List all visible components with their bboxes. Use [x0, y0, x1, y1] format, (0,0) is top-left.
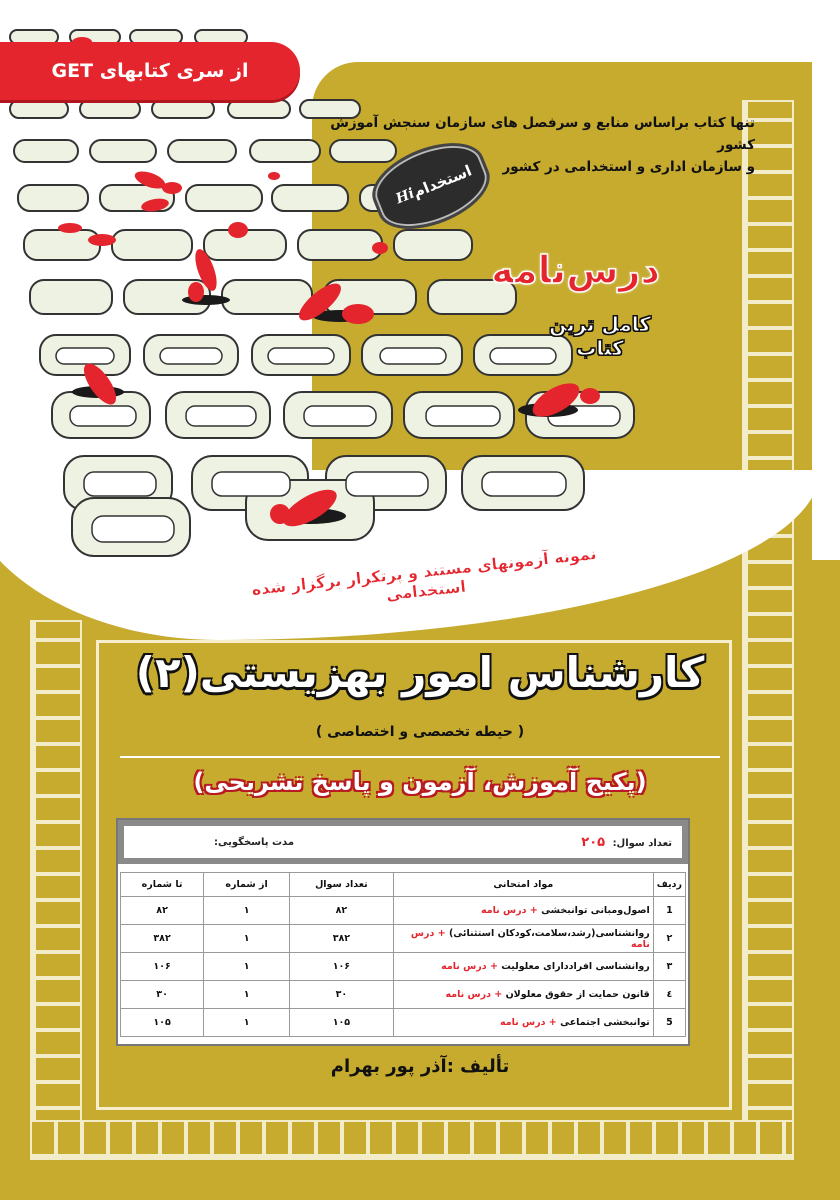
subject-plus: + درس نامه — [499, 1017, 557, 1028]
row-from: ۱ — [204, 953, 290, 981]
table-header-row — [121, 873, 686, 897]
table-row — [121, 897, 686, 925]
divider — [120, 756, 720, 758]
row-count: ۱۰۵ — [290, 1009, 394, 1037]
row-subject — [393, 925, 653, 953]
row-to: ۱۰۶ — [121, 953, 204, 981]
subject-text: توانبخشی اجتماعی — [560, 1017, 650, 1028]
table-row — [121, 925, 686, 953]
row-to: ۳۰ — [121, 981, 204, 1009]
subjects-table — [120, 872, 686, 1037]
table-row — [121, 953, 686, 981]
header-count: تعداد سوال — [290, 873, 394, 897]
ornament-border-right — [742, 100, 794, 1160]
row-subject — [393, 953, 653, 981]
table-row — [121, 981, 686, 1009]
row-from: ۱ — [204, 925, 290, 953]
row-count: ۱۰۶ — [290, 953, 394, 981]
row-count: ۸۲ — [290, 897, 394, 925]
table-row — [121, 1009, 686, 1037]
book-title: کارشناس امور بهزیستی(۲) — [135, 648, 705, 697]
row-to: ۳۸۲ — [121, 925, 204, 953]
subject-plus: + درس نامه — [441, 961, 498, 972]
row-subject — [393, 897, 653, 925]
row-to: ۱۰۵ — [121, 1009, 204, 1037]
package-caption: (پکیج آموزش، آزمون و پاسخ تشریحی) — [193, 768, 647, 796]
subject-plus: + درس نامه — [445, 989, 503, 1000]
exam-sample-caption: نمونه آزمونهای مستند و پرتکرار برگزار شده استخدامی — [250, 543, 598, 605]
info-header — [118, 820, 688, 864]
subject-text: روانشناسی(رشد،سلامت،کودکان استثنائی) — [448, 927, 650, 939]
ornament-border-bottom — [30, 1120, 794, 1160]
header-from: از شماره — [204, 873, 290, 897]
question-count — [581, 835, 672, 850]
ornament-border-left — [30, 620, 82, 1160]
row-subject — [393, 981, 653, 1009]
description-line-1: تنها کتاب براساس منابع و سرفصل های سازمان سنجش آموزش کشور — [330, 115, 755, 153]
stamp-hi: Hi — [393, 185, 417, 208]
row-number: ٤ — [653, 981, 685, 1009]
stamp-text: استخدام — [410, 161, 475, 202]
header-to: تا شماره — [121, 873, 204, 897]
exam-info-table — [116, 818, 690, 1046]
subject-text: اصول‌ومبانی توانبخشی — [541, 905, 650, 916]
subject-plus: + درس نامه — [410, 927, 650, 950]
duration-label: مدت پاسخگویی: — [214, 836, 295, 848]
question-count-value: ۲۰۵ — [581, 834, 606, 850]
subject-text: قانون حمایت از حقوق معلولان — [505, 989, 650, 1000]
row-number: ۲ — [653, 925, 685, 953]
header-subject: مواد امتحانی — [393, 873, 653, 897]
brand-subtitle: کامل ترین کتاب — [549, 312, 651, 360]
row-number: 1 — [653, 897, 685, 925]
subject-plus: + درس نامه — [480, 905, 538, 916]
description-line-2: و سازمان اداری و استخدامی در کشور — [502, 159, 755, 175]
series-label: از سری کتابهای GET — [51, 60, 249, 82]
header-row-number: ردیف — [653, 873, 685, 897]
row-from: ۱ — [204, 981, 290, 1009]
info-inner — [124, 826, 682, 858]
series-banner — [0, 42, 300, 100]
brand-title: درس‌نامه — [491, 248, 660, 292]
row-subject — [393, 1009, 653, 1037]
subject-text: روانشناسی افراددارای معلولیت — [501, 961, 650, 972]
row-from: ۱ — [204, 897, 290, 925]
row-number: ۳ — [653, 953, 685, 981]
row-count: ۳۰ — [290, 981, 394, 1009]
row-count: ۳۸۲ — [290, 925, 394, 953]
author: تألیف :آذر پور بهرام — [330, 1056, 510, 1077]
question-count-label: تعداد سوال: — [612, 837, 672, 849]
row-number: 5 — [653, 1009, 685, 1037]
row-to: ۸۲ — [121, 897, 204, 925]
book-subtitle: ( حیطه تخصصی و اختصاصی ) — [315, 724, 525, 740]
row-from: ۱ — [204, 1009, 290, 1037]
